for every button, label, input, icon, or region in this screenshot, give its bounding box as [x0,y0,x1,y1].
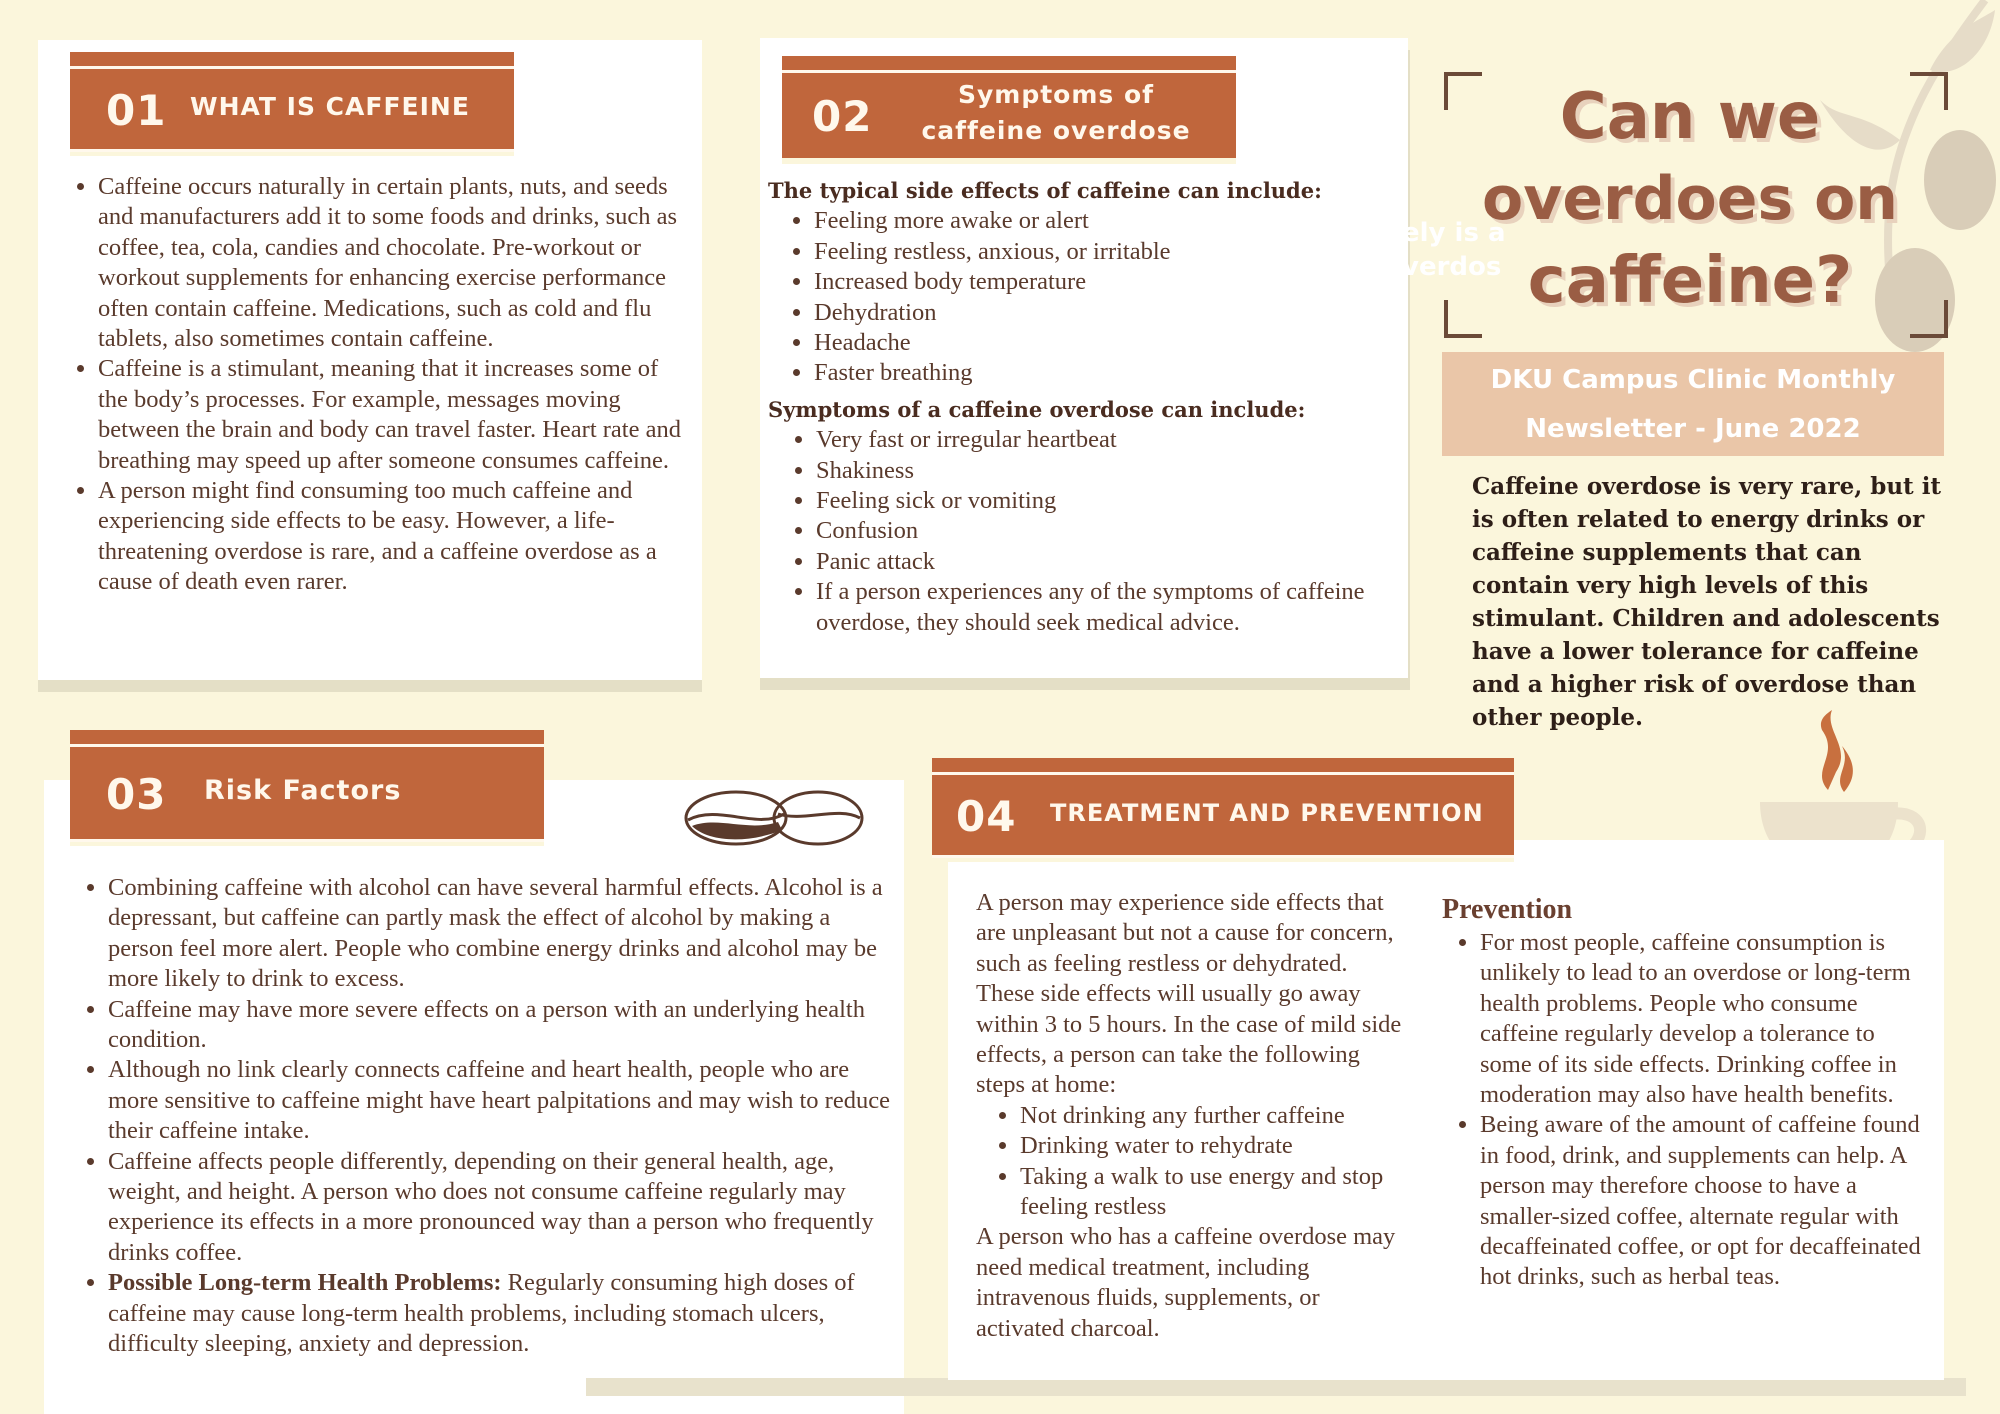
list-item: • Combining caffeine with alcohol can have several harmful effects. Alcohol is a depressant, but caffeine can partly mask the effect of alcohol by making a person feel more alert. People who combine energy drinks and alcohol may be more likely to drink to excess. [108,873,898,995]
list-item: • Caffeine affects people differently, depending on their general health, age, weight, and height. A person who does not consume caffeine regularly may experience its effects in a more pronounced way than a person who frequently drinks coffee. [108,1147,898,1269]
list-item: • Possible Long-term Health Problems: Regularly consuming high doses of caffeine may cause long-term health problems, including stomach ulcers, difficulty sleeping, anxiety and depression. [108,1268,898,1359]
treatment-outro: A person who has a caffeine overdose may need medical treatment, including intravenous fluids, supplements, or activated charcoal. [976,1223,1396,1342]
section3-banner [70,730,544,846]
list-item: • Caffeine occurs naturally in certain plants, nuts, and seeds and manufacturers add it to some foods and drinks, such as coffee, tea, cola, candies and chocolate. Pre-workout or workout supplements for enhancing exercise performance often contain caffeine. Medications, such as cold and flu tablets, also sometimes contain caffeine. [98,172,694,354]
section1-number: 01 [106,86,167,135]
section3-list [68,873,898,1360]
overdose-list [768,425,1388,638]
list-item: • If a person experiences any of the symptoms of caffeine overdose, they should seek medical advice. [816,577,1388,638]
section1-title: WHAT IS CAFFEINE [190,92,470,121]
list-item: • Taking a walk to use energy and stop feeling restless [1020,1162,1408,1223]
section4-footer-strip [586,1378,1966,1396]
treatment-intro: A person may experience side effects that are unpleasant but not a cause for concern, such as feeling restless or dehydrated. These side effects will usually go away within 3 to 5 hours. In the case of mild side effects, a person can take the following steps at home: [976,889,1402,1099]
list-item: • Although no link clearly connects caffeine and heart health, people who are more sensitive to caffeine might have heart palpitations and may wish to reduce their caffeine intake. [108,1055,898,1146]
list-item: • Very fast or irregular heartbeat [816,425,1388,455]
newsletter-band: DKU Campus Clinic Monthly Newsletter - June 2022 [1442,352,1944,456]
long-term-heading: Possible Long-term Health Problems: [108,1269,502,1297]
section3-number: 03 [106,770,167,819]
section3-body [68,873,898,1360]
list-item: • Increased body temperature [814,267,1388,297]
coffee-beans-icon [678,786,868,850]
list-item: • Shakiness [816,456,1388,486]
list-item: • Feeling more awake or alert [814,206,1388,236]
list-item: • A person might find consuming too much caffeine and experiencing side effects to be easy. However, a life-threatening overdose is rare, and a caffeine overdose as a cause of death even rarer. [98,476,694,598]
side-effects-heading: The typical side effects of caffeine can include: [768,178,1322,203]
page-title: Can we overdoes on caffeine? [1481,80,1898,318]
section4-number: 04 [956,792,1017,841]
list-item: • For most people, caffeine consumption is unlikely to lead to an overdose or long-term health problems. People who consume caffeine regularly develop a tolerance to some of its side effects. Drinking coffee in moderation may also have health benefits. [1480,928,1932,1110]
list-item: • Not drinking any further caffeine [1020,1101,1408,1131]
treatment-body [976,888,1408,1344]
treatment-steps-list [976,1101,1408,1223]
side-effects-list [768,206,1388,388]
section2-banner [782,56,1236,164]
list-item: • Dehydration [814,298,1388,328]
list-item: • Drinking water to rehydrate [1020,1131,1408,1161]
list-item: • Caffeine is a stimulant, meaning that it increases some of the body’s processes. For example, messages moving between the brain and body can travel faster. Heart rate and breathing may speed up after someone consumes caffeine. [98,354,694,476]
section1-list [56,172,694,598]
section4-title: TREATMENT AND PREVENTION [1050,799,1484,827]
section1-body [56,172,694,598]
list-item: • Confusion [816,516,1388,546]
overdose-heading: Symptoms of a caffeine overdose can include: [768,396,1306,422]
intro-paragraph: Caffeine overdose is very rare, but it is often related to energy drinks or caffeine supplements that can contain very high levels of this stimulant. Children and adolescents have a lower tolerance for caffeine and a higher risk of overdose than other people. [1472,473,1942,731]
list-item: • Feeling sick or vomiting [816,486,1388,516]
prevention-list [1442,928,1932,1293]
list-item: • Being aware of the amount of caffeine found in food, drink, and supplements can help. A person may therefore choose to have a smaller-sized coffee, alternate regular with decaffeinated coffee, or opt for decaffeinated hot drinks, such as herbal teas. [1480,1110,1932,1292]
section2-body [768,176,1388,638]
section2-title-line2: caffeine overdose [921,116,1191,145]
prevention-body [1442,892,1932,1293]
section4-banner [932,758,1514,862]
list-item: • Caffeine may have more severe effects on a person with an underlying health condition. [108,995,898,1056]
section2-title-line1: Symptoms of [957,80,1155,109]
list-item: • Headache [814,328,1388,358]
ghost-text: ely is a verdos [1402,218,1506,282]
section1-banner [70,52,514,156]
list-item: • Faster breathing [814,358,1388,388]
list-item: • Feeling restless, anxious, or irritable [814,237,1388,267]
section2-number: 02 [812,92,873,141]
list-item: • Panic attack [816,547,1388,577]
prevention-heading: Prevention [1442,894,1573,925]
section3-title: Risk Factors [204,775,402,806]
